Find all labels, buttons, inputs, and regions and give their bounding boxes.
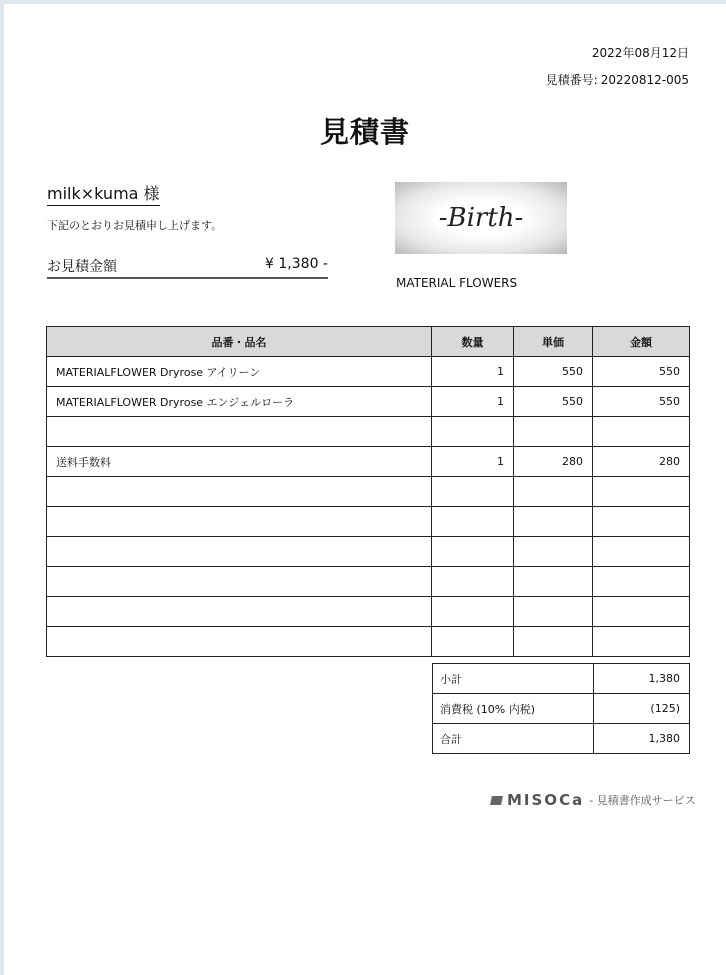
- item-amount: [593, 477, 690, 507]
- item-quantity: [432, 627, 514, 657]
- item-unit-price: 280: [514, 447, 593, 477]
- table-row: [47, 357, 690, 387]
- intro-text: 下記のとおりお見積申し上げます。: [47, 219, 223, 232]
- item-amount: 280: [593, 447, 690, 477]
- table-row: [47, 627, 690, 657]
- total-value: 1,380: [594, 724, 690, 754]
- item-amount: [593, 537, 690, 567]
- estimate-amount-value: ¥ 1,380 -: [265, 256, 328, 272]
- item-quantity: [432, 567, 514, 597]
- item-unit-price: 550: [514, 357, 593, 387]
- item-quantity: [432, 417, 514, 447]
- item-quantity: 1: [432, 447, 514, 477]
- item-unit-price: [514, 507, 593, 537]
- table-row: [47, 477, 690, 507]
- item-unit-price: [514, 597, 593, 627]
- item-amount: [593, 417, 690, 447]
- item-amount: 550: [593, 387, 690, 417]
- footer-brand: MISOCa: [507, 791, 585, 809]
- company-name: MATERIAL FLOWERS: [396, 276, 518, 290]
- issue-date: 2022年08月12日: [591, 46, 689, 60]
- total-row: [433, 724, 690, 754]
- item-unit-price: [514, 537, 593, 567]
- item-name: [47, 567, 432, 597]
- table-row: [47, 507, 690, 537]
- item-quantity: [432, 597, 514, 627]
- item-unit-price: [514, 417, 593, 447]
- item-name: 送料手数料: [47, 447, 432, 477]
- item-unit-price: 550: [514, 387, 593, 417]
- item-name: [47, 507, 432, 537]
- items-table: [46, 326, 690, 657]
- item-unit-price: [514, 477, 593, 507]
- tax-row: [433, 694, 690, 724]
- customer-name: milk×kuma 様: [47, 184, 160, 206]
- item-unit-price: [514, 627, 593, 657]
- item-quantity: 1: [432, 357, 514, 387]
- estimate-amount: [47, 256, 328, 279]
- estimate-number-value: 20220812-005: [600, 73, 689, 87]
- item-name: [47, 627, 432, 657]
- item-quantity: [432, 477, 514, 507]
- table-row: [47, 417, 690, 447]
- item-name: [47, 597, 432, 627]
- item-quantity: [432, 537, 514, 567]
- item-name: MATERIALFLOWER Dryrose エンジェルローラ: [47, 387, 432, 417]
- item-quantity: 1: [432, 387, 514, 417]
- misoca-logo-icon: [490, 796, 503, 805]
- item-amount: [593, 507, 690, 537]
- item-quantity: [432, 507, 514, 537]
- table-row: [47, 537, 690, 567]
- column-header-amount: 金額: [593, 327, 690, 357]
- item-amount: [593, 597, 690, 627]
- item-name: MATERIALFLOWER Dryrose アイリーン: [47, 357, 432, 387]
- tax-label: 消費税 (10% 内税): [433, 694, 594, 724]
- footer: [491, 791, 696, 809]
- estimate-page: [4, 4, 726, 975]
- column-header-item: 品番・品名: [47, 327, 432, 357]
- footer-tagline: - 見積書作成サービス: [589, 794, 696, 807]
- subtotal-row: [433, 664, 690, 694]
- estimate-number-label: 見積番号:: [545, 73, 598, 87]
- table-row: [47, 447, 690, 477]
- item-name: [47, 417, 432, 447]
- totals-table: [432, 663, 690, 754]
- item-name: [47, 477, 432, 507]
- item-unit-price: [514, 567, 593, 597]
- estimate-amount-label: お見積金額: [47, 259, 117, 275]
- table-row: [47, 387, 690, 417]
- column-header-quantity: 数量: [432, 327, 514, 357]
- subtotal-label: 小計: [433, 664, 594, 694]
- item-amount: 550: [593, 357, 690, 387]
- item-amount: [593, 567, 690, 597]
- tax-value: (125): [594, 694, 690, 724]
- table-row: [47, 567, 690, 597]
- subtotal-value: 1,380: [594, 664, 690, 694]
- estimate-number: [546, 71, 689, 88]
- table-header-row: [47, 327, 690, 357]
- item-name: [47, 537, 432, 567]
- item-amount: [593, 627, 690, 657]
- page-title: 見積書: [319, 115, 410, 149]
- total-label: 合計: [433, 724, 594, 754]
- company-logo: -Birth-: [395, 182, 567, 254]
- column-header-unit-price: 単価: [514, 327, 593, 357]
- table-row: [47, 597, 690, 627]
